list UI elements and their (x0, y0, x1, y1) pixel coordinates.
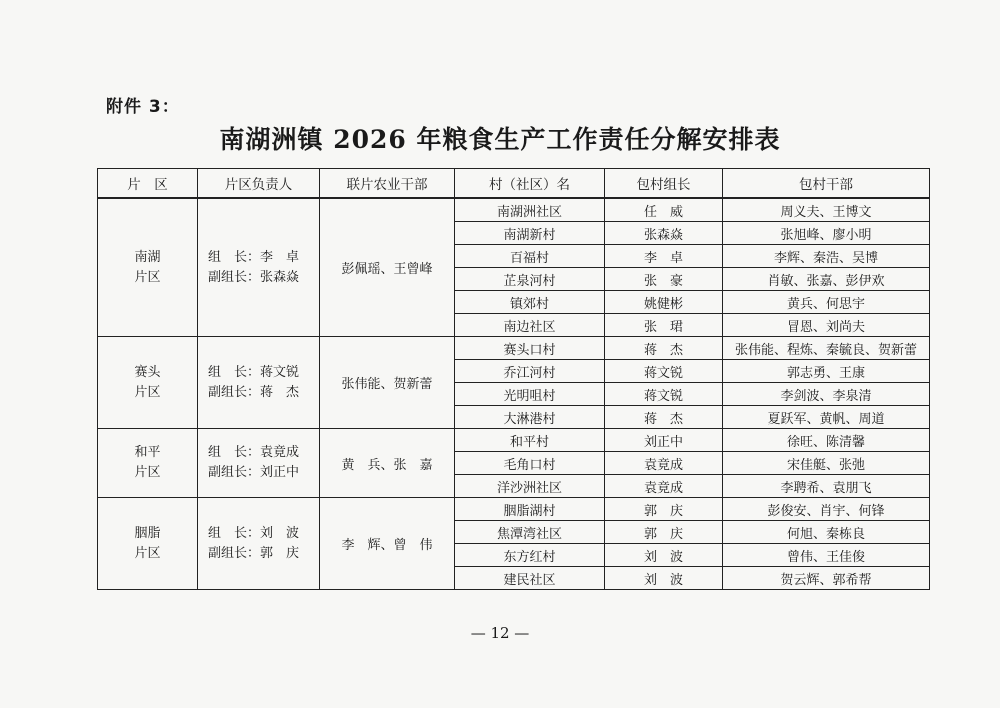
page-number: — 12 — (470, 624, 530, 642)
district-leader-line: 组 长：李 卓 (208, 249, 300, 265)
village-name-cell: 和平村 (455, 429, 605, 452)
cadres-cell: 夏跃军、黄帆、周道 (723, 406, 930, 429)
group-leader-cell: 任 威 (605, 198, 723, 222)
village-name-cell: 大淋港村 (455, 406, 605, 429)
district-name-line: 和平 (134, 445, 161, 460)
group-leader-cell: 蒋 杰 (605, 406, 723, 429)
cadres-cell: 肖敏、张嘉、彭伊欢 (723, 268, 930, 291)
district-name-line: 片区 (134, 384, 161, 400)
district-name-cell (98, 198, 198, 337)
group-leader-cell: 姚健彬 (605, 291, 723, 314)
village-name-cell: 乔江河村 (455, 360, 605, 383)
group-leader-cell: 蒋文锐 (605, 383, 723, 406)
group-leader-cell: 张 豪 (605, 268, 723, 291)
cadres-cell: 何旭、秦栋良 (723, 521, 930, 544)
cadres-cell: 郭志勇、王康 (723, 360, 930, 383)
cadres-cell: 彭俊安、肖宇、何锋 (723, 498, 930, 521)
village-name-cell: 洋沙洲社区 (455, 475, 605, 498)
group-leader-cell: 郭 庆 (605, 521, 723, 544)
ag-official-cell: 李 辉、曾 伟 (320, 498, 455, 590)
table-row (98, 429, 930, 452)
column-header-ag-official: 联片农业干部 (320, 169, 455, 199)
table-row (98, 337, 930, 360)
village-name-cell: 光明咀村 (455, 383, 605, 406)
district-leader-line: 组 长：蒋文锐 (208, 364, 300, 380)
village-name-cell: 焦潭湾社区 (455, 521, 605, 544)
village-name-cell: 南湖洲社区 (455, 198, 605, 222)
table-header-row (98, 169, 930, 199)
cadres-cell: 张旭峰、廖小明 (723, 222, 930, 245)
district-leader-cell (198, 337, 320, 429)
ag-official-cell: 张伟能、贺新蕾 (320, 337, 455, 429)
table-row (98, 498, 930, 521)
cadres-cell: 黄兵、何思宇 (723, 291, 930, 314)
ag-official-cell: 黄 兵、张 嘉 (320, 429, 455, 498)
village-name-cell: 镇郊村 (455, 291, 605, 314)
table-row (98, 198, 930, 222)
district-name-line: 片区 (134, 465, 161, 480)
district-name-line: 南湖 (134, 249, 161, 265)
cadres-cell: 贺云辉、郭希帮 (723, 567, 930, 590)
district-name-cell (98, 498, 198, 590)
cadres-cell: 李剑波、李泉清 (723, 383, 930, 406)
district-leader-cell (198, 198, 320, 337)
column-header-village: 村（社区）名 (455, 169, 605, 199)
column-header-district: 片 区 (98, 169, 198, 199)
column-header-district-leader: 片区负责人 (198, 169, 320, 199)
group-leader-cell: 刘 波 (605, 544, 723, 567)
group-leader-cell: 刘正中 (605, 429, 723, 452)
cadres-cell: 李辉、秦浩、吴博 (723, 245, 930, 268)
village-name-cell: 毛角口村 (455, 452, 605, 475)
group-leader-cell: 蒋文锐 (605, 360, 723, 383)
group-leader-cell: 张 珺 (605, 314, 723, 337)
group-leader-cell: 张森焱 (605, 222, 723, 245)
cadres-cell: 冒恩、刘尚夫 (723, 314, 930, 337)
group-leader-cell: 蒋 杰 (605, 337, 723, 360)
district-name-line: 片区 (134, 269, 161, 285)
village-name-cell: 建民社区 (455, 567, 605, 590)
district-name-line: 胭脂 (134, 525, 161, 541)
group-leader-cell: 郭 庆 (605, 498, 723, 521)
district-leader-line: 副组长：刘正中 (208, 465, 300, 480)
group-leader-cell: 袁竟成 (605, 475, 723, 498)
village-name-cell: 百福村 (455, 245, 605, 268)
attachment-label: 附件 3： (106, 97, 180, 117)
group-leader-cell: 刘 波 (605, 567, 723, 590)
district-name-line: 片区 (134, 545, 161, 561)
village-name-cell: 胭脂湖村 (455, 498, 605, 521)
district-name-cell (98, 429, 198, 498)
group-leader-cell: 李 卓 (605, 245, 723, 268)
column-header-group-leader: 包村组长 (605, 169, 723, 199)
group-leader-cell: 袁竟成 (605, 452, 723, 475)
village-name-cell: 南边社区 (455, 314, 605, 337)
village-name-cell: 东方红村 (455, 544, 605, 567)
district-name-line: 赛头 (134, 364, 161, 380)
cadres-cell: 周义夫、王博文 (723, 198, 930, 222)
district-leader-cell (198, 498, 320, 590)
document-title: 南湖洲镇 2026 年粮食生产工作责任分解安排表 (219, 125, 781, 154)
district-leader-cell (198, 429, 320, 498)
cadres-cell: 张伟能、程炼、秦毓良、贺新蕾 (723, 337, 930, 360)
district-leader-line: 副组长：蒋 杰 (208, 384, 300, 400)
village-name-cell: 赛头口村 (455, 337, 605, 360)
village-name-cell: 南湖新村 (455, 222, 605, 245)
cadres-cell: 曾伟、王佳俊 (723, 544, 930, 567)
cadres-cell: 徐旺、陈清馨 (723, 429, 930, 452)
ag-official-cell: 彭佩瑶、王曾峰 (320, 198, 455, 337)
district-name-cell (98, 337, 198, 429)
district-leader-line: 组 长：袁竟成 (208, 445, 300, 460)
village-name-cell: 芷泉河村 (455, 268, 605, 291)
responsibility-table (97, 168, 930, 590)
district-leader-line: 组 长：刘 波 (208, 525, 300, 541)
cadres-cell: 李聘希、袁朋飞 (723, 475, 930, 498)
cadres-cell: 宋佳艇、张弛 (723, 452, 930, 475)
district-leader-line: 副组长：张森焱 (208, 269, 300, 285)
table-body (98, 198, 930, 590)
column-header-cadres: 包村干部 (723, 169, 930, 199)
district-leader-line: 副组长：郭 庆 (208, 545, 300, 561)
